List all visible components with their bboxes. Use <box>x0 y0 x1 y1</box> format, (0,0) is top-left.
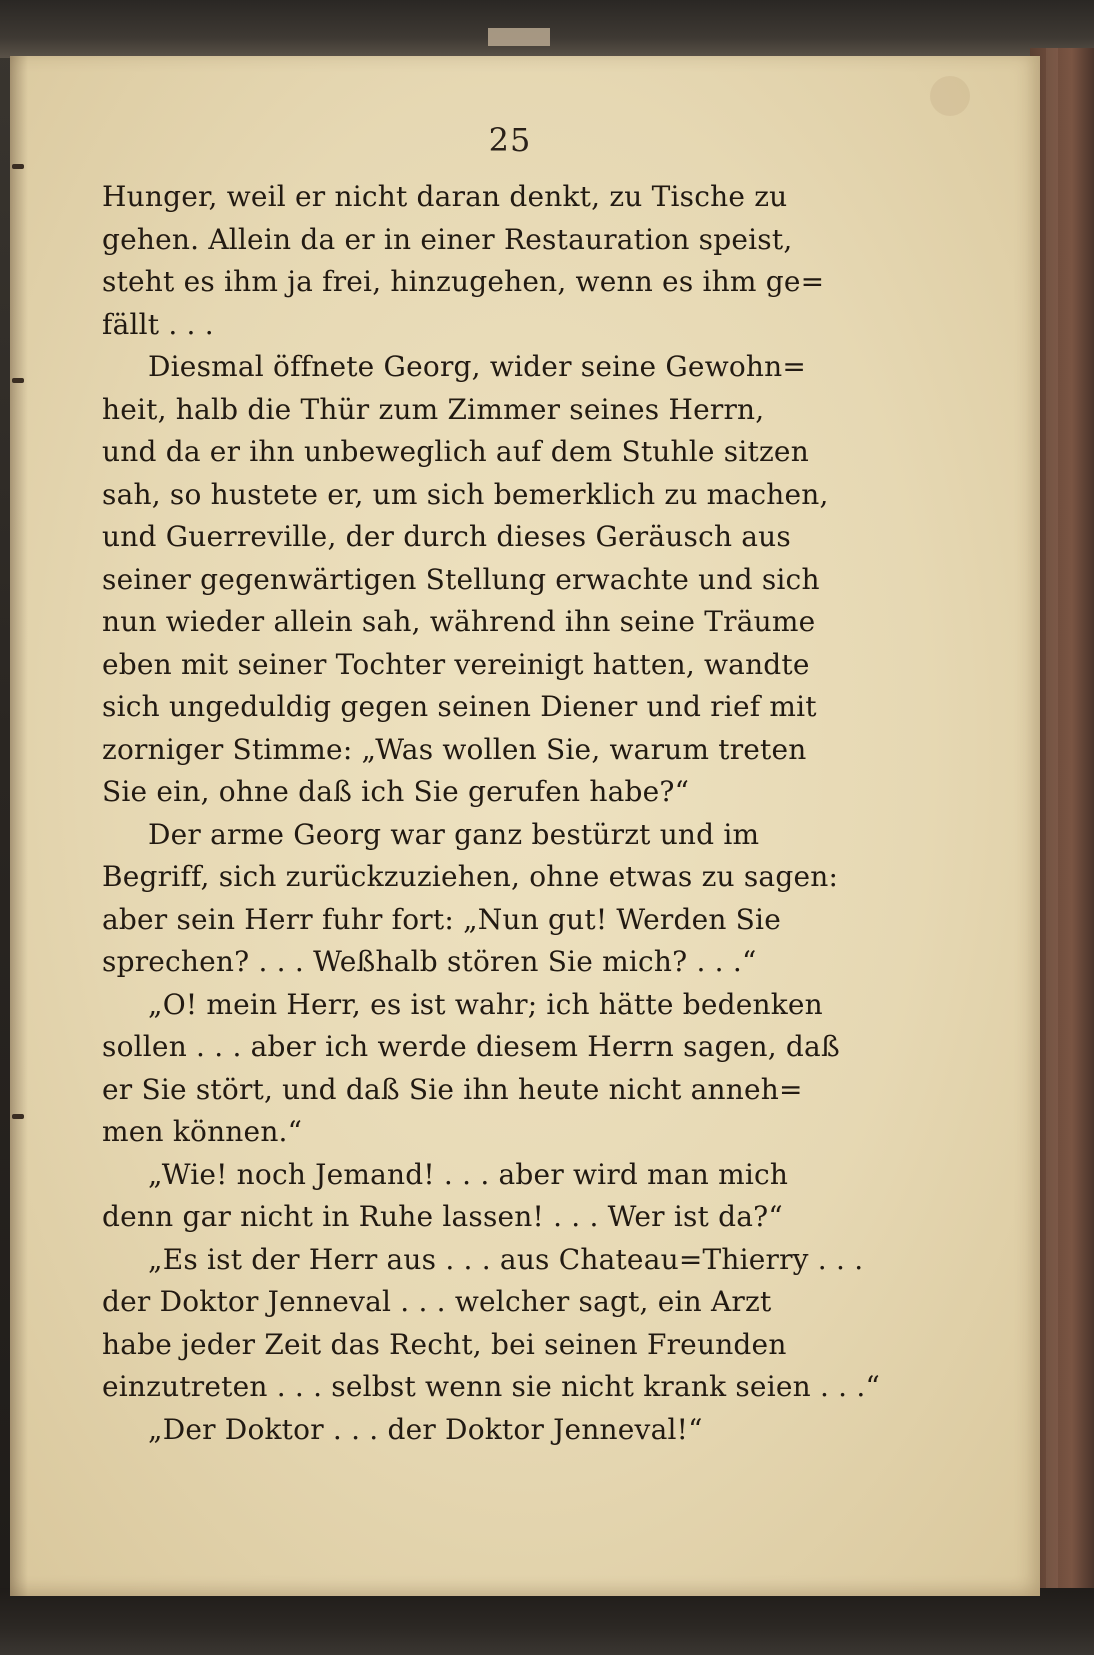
body-text <box>102 176 902 1451</box>
text-line: sich ungeduldig gegen seinen Diener und rief mit <box>102 690 817 723</box>
margin-mark <box>12 164 24 169</box>
book-bottom-edge <box>0 1588 1094 1655</box>
text-line: seiner gegenwärtigen Stellung erwachte und sich <box>102 562 820 596</box>
text-line: „Es ist der Herr aus . . . aus Chateau=Thierry . . . <box>148 1242 864 1276</box>
text-line: und da er ihn unbeweglich auf dem Stuhle sitzen <box>102 435 809 468</box>
text-line: steht es ihm ja frei, hinzugehen, wenn es ihm ge= <box>102 265 825 298</box>
page-stain <box>930 76 970 116</box>
text-line: Begriff, sich zurückzuziehen, ohne etwas zu sagen: <box>102 860 839 893</box>
text-line: der Doktor Jenneval . . . welcher sagt, ein Arzt <box>102 1285 772 1318</box>
text-line: und Guerreville, der durch dieses Geräusch aus <box>102 520 791 553</box>
text-line: sollen . . . aber ich werde diesem Herrn sagen, daß <box>102 1030 840 1063</box>
book-cover-highlight <box>1046 48 1058 1608</box>
text-line: „O! mein Herr, es ist wahr; ich hätte bedenken <box>148 987 823 1021</box>
book-page <box>10 56 1040 1596</box>
page-gutter-shadow <box>10 56 28 1596</box>
text-line: Sie ein, ohne daß ich Sie gerufen habe?“ <box>102 775 690 808</box>
text-line: Hunger, weil er nicht daran denkt, zu Tische zu <box>102 180 788 213</box>
text-line: eben mit seiner Tochter vereinigt hatten, wandte <box>102 647 810 681</box>
margin-mark <box>12 378 24 383</box>
text-line: aber sein Herr fuhr fort: „Nun gut! Werden Sie <box>102 902 781 936</box>
text-line: fällt . . . <box>102 307 214 341</box>
text-line: men können.“ <box>102 1115 303 1148</box>
text-line: er Sie stört, und daß Sie ihn heute nicht anneh= <box>102 1072 803 1106</box>
text-line: nun wieder allein sah, während ihn seine Träume <box>102 605 816 638</box>
text-line: einzutreten . . . selbst wenn sie nicht krank seien . . .“ <box>102 1370 880 1403</box>
text-line: sprechen? . . . Weßhalb stören Sie mich? . . .“ <box>102 945 757 978</box>
page-number: 25 <box>488 121 532 159</box>
text-line: „Wie! noch Jemand! . . . aber wird man mich <box>148 1157 789 1191</box>
text-line: heit, halb die Thür zum Zimmer seines Herrn, <box>102 392 765 426</box>
text-line: Diesmal öffnete Georg, wider seine Gewohn= <box>148 350 807 383</box>
margin-mark <box>12 1114 24 1119</box>
text-line: zorniger Stimme: „Was wollen Sie, warum treten <box>102 732 807 766</box>
text-line: Der arme Georg war ganz bestürzt und im <box>148 817 760 851</box>
text-line: sah, so hustete er, um sich bemerklich zu machen, <box>102 477 829 511</box>
text-line: habe jeder Zeit das Recht, bei seinen Freunden <box>102 1327 787 1361</box>
text-line: gehen. Allein da er in einer Restauration speist, <box>102 222 793 256</box>
text-line: denn gar nicht in Ruhe lassen! . . . Wer ist da?“ <box>102 1200 783 1233</box>
book-spine-label <box>488 28 550 46</box>
text-line: „Der Doktor . . . der Doktor Jenneval!“ <box>148 1412 703 1446</box>
